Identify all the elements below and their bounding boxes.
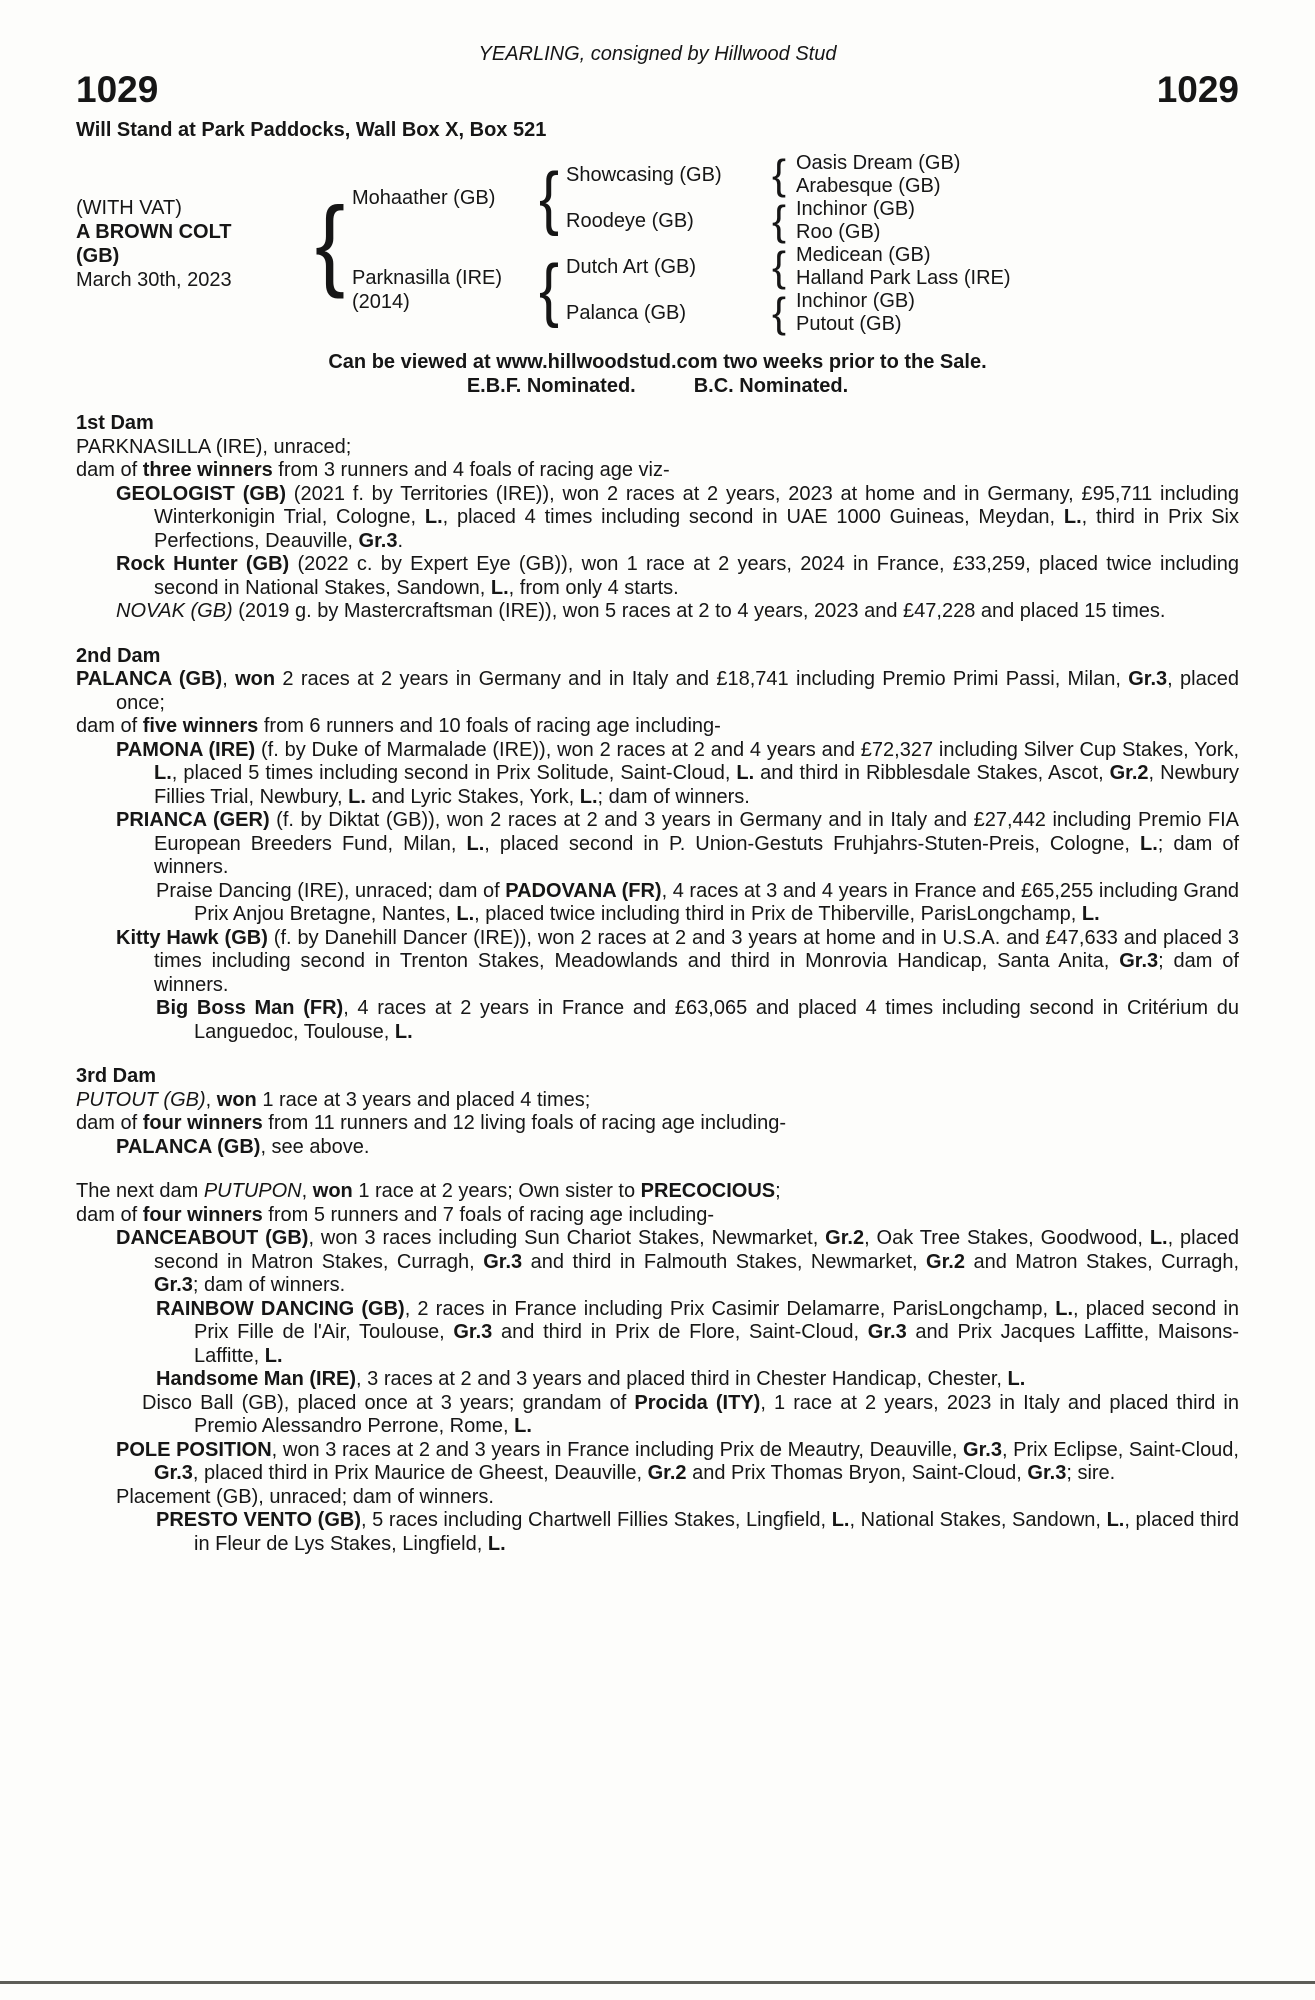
catalogue-body xyxy=(76,412,1239,1556)
lot-number-right: 1029 xyxy=(1156,69,1239,110)
text-run: from 11 runners and 12 living foals of racing age including- xyxy=(262,1112,786,1134)
text-run: , 3 races at 2 and 3 years and placed third in Chester Handicap, Chester, xyxy=(356,1368,1008,1390)
text-run: , xyxy=(301,1180,313,1202)
text-run: ; dam of winners. xyxy=(154,950,1239,996)
text-run: ; xyxy=(775,1180,781,1202)
text-run: Gr.3 xyxy=(1128,668,1168,690)
text-run: L. xyxy=(394,1020,413,1043)
horse-name: Big Boss Man (FR) xyxy=(156,997,344,1019)
text-run: and Prix Jacques Laffitte, Maisons-Laffitte, xyxy=(194,1321,1239,1367)
text-run: , placed twice including third in Prix de Thiberville, ParisLongchamp, xyxy=(474,903,1082,925)
text-run: from 3 runners and 4 foals of racing age viz- xyxy=(272,459,670,481)
dam-grandsire: Dutch Art (GB) xyxy=(566,255,697,278)
produce-summary-third-dam xyxy=(76,1112,1239,1136)
lot-number-left: 1029 xyxy=(76,69,159,110)
text-run: L. xyxy=(1063,506,1082,528)
text-run: , placed second in Prix Fille de l'Air, Toulouse, xyxy=(194,1297,1239,1343)
text-run: , from only 4 starts. xyxy=(508,576,679,599)
text-run: Gr.2 xyxy=(926,1250,965,1273)
text-run: ; dam of winners. xyxy=(192,1274,346,1296)
pedigree-brace-icon: { xyxy=(771,197,787,244)
text-run: , placed second in Matron Stakes, Curragh, xyxy=(154,1227,1239,1273)
text-run: dam of xyxy=(76,1112,143,1134)
horse-name: PADOVANA (FR) xyxy=(505,879,662,902)
text-run: , placed second in P. Union-Gestuts Fruhjahrs-Stuten-Preis, Cologne, xyxy=(484,832,1141,855)
text-run: , 5 races including Chartwell Fillies Stakes, Lingfield, xyxy=(360,1509,832,1531)
entry-palanca-reference xyxy=(76,1136,1239,1160)
nominations-line xyxy=(76,374,1239,398)
subject-foaling-date: March 30th, 2023 xyxy=(76,269,232,291)
text-run: five winners xyxy=(142,715,259,737)
text-run: L. xyxy=(466,832,485,855)
text-run: three winners xyxy=(142,459,273,481)
great-grandparent-5: Medicean (GB) xyxy=(796,244,931,266)
section-first-dam xyxy=(76,412,1239,624)
text-run: won xyxy=(216,1088,257,1111)
text-run: L. xyxy=(1007,1368,1026,1390)
text-run: ; sire. xyxy=(1066,1462,1116,1484)
entry-palanca xyxy=(76,668,1239,715)
horse-name: POLE POSITION xyxy=(116,1438,272,1461)
text-run: , xyxy=(205,1088,217,1111)
text-run: Gr.3 xyxy=(483,1250,523,1273)
horse-name: PALANCA (GB) xyxy=(76,668,223,690)
horse-name: Procida (ITY) xyxy=(634,1391,761,1414)
text-run: Placement (GB), unraced; dam of winners. xyxy=(116,1485,494,1508)
text-run: ; dam of winners. xyxy=(597,785,750,808)
consignor-line: YEARLING, consigned by Hillwood Stud xyxy=(478,43,837,65)
text-run: L. xyxy=(1140,832,1158,855)
section-third-dam xyxy=(76,1065,1239,1159)
subject-description: A BROWN COLT xyxy=(76,221,232,243)
text-run: four winners xyxy=(142,1203,263,1226)
section-heading: 3rd Dam xyxy=(76,1065,157,1087)
text-run: Gr.3 xyxy=(963,1438,1002,1461)
text-run: won xyxy=(235,668,276,690)
pedigree-brace-icon: { xyxy=(771,243,787,290)
section-heading: 2nd Dam xyxy=(76,644,161,667)
text-run: (f. by Danehill Dancer (IRE)), won 2 races at 2 and 3 years at home and in U.S.A. and £47,633 and placed 3 times including second in Trenton Stakes, Meadowlands and third in Monrovia Handicap, Santa Anita, xyxy=(154,926,1240,972)
text-run: (f. by Duke of Marmalade (IRE)), won 2 races at 2 and 4 years and £72,327 including Silver Cup Stakes, York, xyxy=(255,738,1240,761)
subject-block xyxy=(76,152,308,336)
text-run: . xyxy=(397,529,404,552)
text-run: dam of xyxy=(76,1203,143,1226)
horse-name: DANCEABOUT (GB) xyxy=(116,1227,309,1249)
entry-geologist xyxy=(76,483,1239,554)
text-run: Gr.3 xyxy=(358,529,398,552)
horse-name: Handsome Man (IRE) xyxy=(156,1368,357,1390)
horse-name: RAINBOW DANCING (GB) xyxy=(156,1297,405,1320)
horse-name: Kitty Hawk (GB) xyxy=(116,926,268,949)
horse-name: PUTUPON xyxy=(203,1180,302,1202)
text-run: and third in Prix de Flore, Saint-Cloud, xyxy=(492,1321,868,1343)
text-run: (f. by Diktat (GB)), won 2 races at 2 and 3 years in Germany and in Italy and £27,442 including Premio FIA European Breeders Fund, Milan, xyxy=(154,809,1239,855)
horse-name: PRIANCA (GER) xyxy=(116,809,270,831)
text-run: , placed third in Fleur de Lys Stakes, Lingfield, xyxy=(194,1509,1239,1555)
great-grandparent-4: Roo (GB) xyxy=(796,221,881,243)
text-run: , Prix Eclipse, Saint-Cloud, xyxy=(1001,1438,1239,1461)
entry-praise-dancing xyxy=(76,880,1239,927)
sire-granddam: Roodeye (GB) xyxy=(566,209,694,232)
horse-name: PRECOCIOUS xyxy=(640,1180,776,1202)
horse-name: NOVAK (GB) xyxy=(116,600,233,622)
text-run: Gr.2 xyxy=(647,1462,687,1484)
text-run: PARKNASILLA (IRE), unraced; xyxy=(76,435,352,458)
text-run: L. xyxy=(154,762,172,784)
great-grandparent-1: Oasis Dream (GB) xyxy=(796,152,961,174)
pedigree-brace-icon: { xyxy=(538,157,560,237)
text-run: L. xyxy=(456,903,475,925)
entry-presto-vento xyxy=(76,1509,1239,1556)
text-run: Gr.3 xyxy=(154,1274,193,1296)
text-run: 1 race at 3 years and placed 4 times; xyxy=(256,1088,591,1111)
text-run: , 1 race at 2 years, 2023 in Italy and placed third in Premio Alessandro Perrone, Rome, xyxy=(194,1391,1240,1437)
text-run: (2022 c. by Expert Eye (GB)), won 1 race at 2 years, 2024 in France, £33,259, placed twice including second in National Stakes, Sandown, xyxy=(154,553,1239,599)
text-run: dam of xyxy=(76,715,143,737)
sire-name: Mohaather (GB) xyxy=(352,186,496,209)
entry-rainbow-dancing xyxy=(76,1298,1239,1369)
text-run: won xyxy=(312,1180,353,1202)
text-run: Gr.3 xyxy=(867,1321,907,1343)
text-run: L. xyxy=(831,1509,850,1531)
text-run: Gr.3 xyxy=(154,1462,193,1484)
text-run: , placed 4 times including second in UAE 1000 Guineas, Meydan, xyxy=(442,506,1064,528)
text-run: Gr.2 xyxy=(1109,762,1149,784)
produce-summary-first-dam xyxy=(76,459,1239,483)
lot-number-row xyxy=(76,70,1239,110)
text-run: L. xyxy=(1106,1509,1125,1531)
text-run: dam of xyxy=(76,459,143,481)
text-run: and Lyric Stakes, York, xyxy=(365,785,580,808)
text-run: and third in Ribblesdale Stakes, Ascot, xyxy=(754,762,1110,784)
text-run: (2019 g. by Mastercraftsman (IRE)), won 5 races at 2 to 4 years, 2023 and £47,228 and placed 15 times. xyxy=(232,600,1166,622)
text-run: L. xyxy=(736,762,755,784)
text-run: Gr.3 xyxy=(1119,950,1159,972)
text-run: , 4 races at 3 and 4 years in France and £65,255 including Grand Prix Anjou Bretagne, Nantes, xyxy=(194,879,1240,925)
text-run: and third in Falmouth Stakes, Newmarket, xyxy=(522,1250,927,1273)
pedigree-brace-icon: { xyxy=(771,289,787,336)
text-run: 2 races at 2 years in Germany and in Italy and £18,741 including Premio Primi Passi, Milan, xyxy=(275,668,1129,690)
dam-granddam: Palanca (GB) xyxy=(566,301,687,324)
text-run: L. xyxy=(579,785,598,808)
entry-disco-ball xyxy=(76,1392,1239,1439)
text-run: Gr.2 xyxy=(825,1227,865,1249)
text-run: , won 3 races including Sun Chariot Stakes, Newmarket, xyxy=(308,1227,826,1249)
entry-parknasilla xyxy=(76,436,1239,460)
horse-name: PUTOUT (GB) xyxy=(76,1088,206,1111)
text-run: L. xyxy=(1149,1227,1168,1249)
entry-kitty-hawk xyxy=(76,927,1239,998)
entry-pole-position xyxy=(76,1439,1239,1486)
text-run: , placed third in Prix Maurice de Gheest, Deauville, xyxy=(192,1462,648,1484)
subject-country-suffix: (GB) xyxy=(76,245,120,267)
text-run: Praise Dancing (IRE), unraced; dam of xyxy=(156,879,506,902)
pedigree-table xyxy=(76,152,1239,336)
text-run: from 5 runners and 7 foals of racing age including- xyxy=(262,1203,715,1226)
horse-name: GEOLOGIST (GB) xyxy=(116,482,287,505)
text-run: L. xyxy=(424,506,443,528)
great-grandparent-7: Inchinor (GB) xyxy=(796,290,915,312)
section-further-dams xyxy=(76,1180,1239,1556)
text-run: The next dam xyxy=(76,1180,204,1202)
text-run: Gr.3 xyxy=(453,1321,493,1343)
entry-putout xyxy=(76,1089,1239,1113)
text-run: L. xyxy=(1081,903,1100,925)
entry-placement xyxy=(76,1486,1239,1510)
text-run: , third in Prix Six Perfections, Deauville, xyxy=(154,506,1240,552)
great-grandparent-3: Inchinor (GB) xyxy=(796,198,915,220)
text-run: L. xyxy=(264,1344,283,1367)
ebf-nomination: E.B.F. Nominated. xyxy=(466,375,636,397)
dam-block xyxy=(352,244,532,336)
pedigree-brace-icon: { xyxy=(538,249,560,329)
text-run: from 6 runners and 10 foals of racing age including- xyxy=(258,715,721,737)
entry-prianca xyxy=(76,809,1239,880)
text-run: , placed 5 times including second in Prix Solitude, Saint-Cloud, xyxy=(171,762,737,784)
pedigree-brace-icon: { xyxy=(314,188,346,300)
section-second-dam xyxy=(76,645,1239,1045)
text-run: , see above. xyxy=(260,1135,370,1158)
text-run: , placed once; xyxy=(116,668,1239,714)
text-run: ; dam of winners. xyxy=(154,832,1239,878)
text-run: Gr.3 xyxy=(1027,1462,1067,1484)
text-run: and Matron Stakes, Curragh, xyxy=(964,1250,1239,1273)
stabling-location: Will Stand at Park Paddocks, Wall Box X, Box 521 xyxy=(76,119,547,141)
horse-name: PAMONA (IRE) xyxy=(116,738,256,761)
text-run: , National Stakes, Sandown, xyxy=(849,1509,1107,1531)
text-run: , Oak Tree Stakes, Goodwood, xyxy=(864,1227,1150,1249)
entry-big-boss-man xyxy=(76,997,1239,1044)
entry-novak xyxy=(76,600,1239,624)
produce-summary-second-dam xyxy=(76,715,1239,739)
entry-danceabout xyxy=(76,1227,1239,1298)
sire-grandsire: Showcasing (GB) xyxy=(566,163,722,186)
text-run: , 4 races at 2 years in France and £63,065 and placed 4 times including second in Critérium du Languedoc, Toulouse, xyxy=(194,997,1239,1043)
horse-name: Rock Hunter (GB) xyxy=(116,553,290,575)
dam-name: Parknasilla (IRE) xyxy=(352,267,503,289)
viewing-note: Can be viewed at www.hillwoodstud.com two weeks prior to the Sale. xyxy=(328,351,987,373)
text-run: L. xyxy=(348,785,366,808)
section-heading: 1st Dam xyxy=(76,412,154,434)
text-run: L. xyxy=(514,1415,532,1437)
text-run: four winners xyxy=(142,1112,263,1134)
text-run: and Prix Thomas Bryon, Saint-Cloud, xyxy=(686,1462,1028,1484)
horse-name: PRESTO VENTO (GB) xyxy=(156,1509,361,1531)
text-run: , won 3 races at 2 and 3 years in France including Prix de Meautry, Deauville, xyxy=(271,1438,964,1461)
text-run: 1 race at 2 years; Own sister to xyxy=(352,1180,641,1202)
text-run: L. xyxy=(487,1532,506,1555)
great-grandparent-6: Halland Park Lass (IRE) xyxy=(796,267,1011,289)
produce-summary-next-dam xyxy=(76,1204,1239,1228)
great-grandparent-2: Arabesque (GB) xyxy=(796,175,941,197)
text-run: Disco Ball (GB), placed once at 3 years; grandam of xyxy=(142,1391,635,1414)
entry-putupon xyxy=(76,1180,1239,1204)
subject-vat-note: (WITH VAT) xyxy=(76,197,182,219)
page-bottom-edge xyxy=(0,1981,1315,1984)
entry-pamona xyxy=(76,739,1239,810)
text-run: (2021 f. by Territories (IRE)), won 2 races at 2 years, 2023 at home and in Germany, £95,711 including Winterkonigin Trial, Cologne, xyxy=(154,482,1239,528)
pedigree-brace-icon: { xyxy=(771,151,787,198)
text-run: , xyxy=(222,668,236,690)
text-run: , Newbury Fillies Trial, Newbury, xyxy=(154,762,1239,808)
dam-year: (2014) xyxy=(352,291,410,313)
bc-nomination: B.C. Nominated. xyxy=(693,375,849,397)
entry-handsome-man xyxy=(76,1368,1239,1392)
great-grandparent-8: Putout (GB) xyxy=(796,313,902,335)
horse-name: PALANCA (GB) xyxy=(116,1135,261,1158)
entry-rock-hunter xyxy=(76,553,1239,600)
text-run: L. xyxy=(1055,1297,1074,1320)
text-run: , 2 races in France including Prix Casimir Delamarre, ParisLongchamp, xyxy=(404,1297,1056,1320)
text-run: L. xyxy=(490,576,509,599)
